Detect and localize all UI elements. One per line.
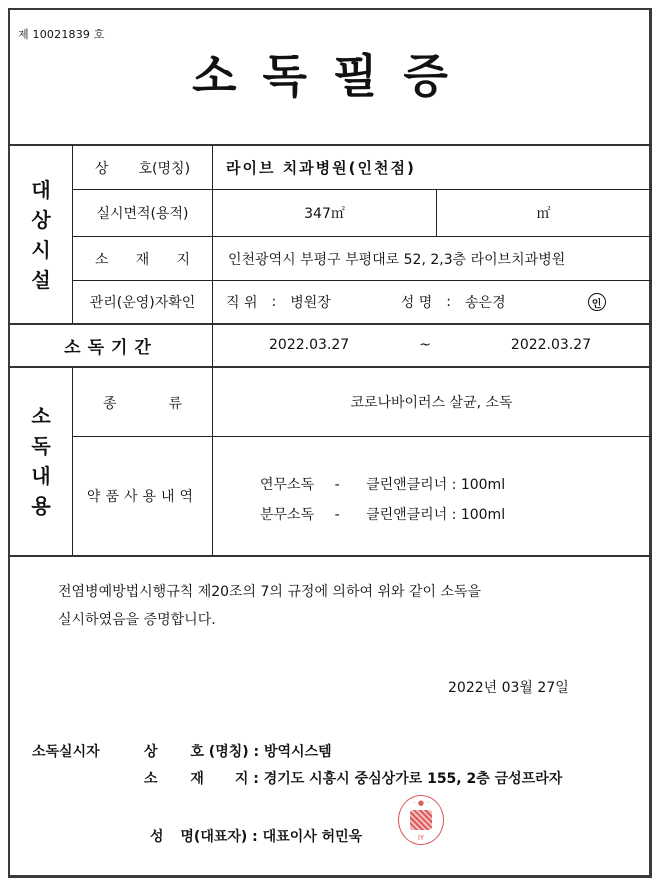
label-part: 성 xyxy=(150,829,164,845)
label-char: 재 xyxy=(135,251,150,268)
volume-value: ㎡ xyxy=(536,206,551,222)
operator-rep-row xyxy=(150,826,362,846)
period-separator: ~ xyxy=(419,337,431,353)
position-label: 직 위 xyxy=(226,295,258,311)
operator-name-row xyxy=(144,741,332,761)
stamp-text: IY xyxy=(417,834,425,842)
chemical-label: 약품사용내역 xyxy=(86,489,199,505)
manager-label: 관리(운영)자확인 xyxy=(89,295,196,311)
statement-line: 전염병예방법시행규칙 제20조의 7의 규정에 의하여 위와 같이 소독을 xyxy=(58,584,482,600)
label-char: 소 xyxy=(31,404,51,428)
page-title: 소독필증 xyxy=(192,49,474,103)
position-value: 병원장 xyxy=(290,295,331,311)
statement-line: 실시하였음을 증명합니다. xyxy=(58,612,216,628)
label-char: 소 xyxy=(95,251,109,268)
operator-address-value: 경기도 시흥시 중심상가로 155, 2층 금성프라자 xyxy=(263,771,563,787)
colon: : xyxy=(271,294,277,310)
period-label: 소독기간 xyxy=(64,337,158,358)
label-char: 상 xyxy=(31,207,51,232)
business-name-value: 라이브 치과병원(인천점) xyxy=(226,159,416,177)
label-part: 상 xyxy=(144,744,158,760)
label-char: 시 xyxy=(31,237,51,262)
label-part: 소 xyxy=(144,771,158,787)
operator-rep-value: 대표이사 허민욱 xyxy=(262,829,363,845)
operator-address-row xyxy=(144,768,562,788)
statement xyxy=(58,578,481,634)
label-char: 류 xyxy=(168,396,182,412)
method: 연무소독 xyxy=(260,477,315,493)
seal-icon: 인 xyxy=(588,293,606,311)
chemical-list xyxy=(260,470,505,530)
label-part: 재 xyxy=(190,771,204,787)
chemical-item xyxy=(260,470,505,500)
stamp-text: · ● · xyxy=(413,799,429,807)
operator-label: 소독실시자 xyxy=(32,744,100,760)
label-part: 명(대표자) : xyxy=(180,829,258,845)
type-label xyxy=(73,367,212,436)
label-char: 내 xyxy=(31,464,51,488)
divider xyxy=(8,555,652,557)
period-end: 2022.03.27 xyxy=(510,337,592,353)
label-char: 용 xyxy=(31,494,51,518)
label-part: 지 : xyxy=(234,771,259,787)
product: 클린앤클리너 : 100ml xyxy=(366,507,506,523)
label-char: 설 xyxy=(31,267,51,292)
dash: - xyxy=(334,477,340,493)
label-char: 종 xyxy=(103,396,117,412)
issue-date: 2022년 03월 27일 xyxy=(448,680,569,696)
label-part: 상 xyxy=(95,160,109,177)
name-value: 송은경 xyxy=(465,295,506,311)
label-char: 대 xyxy=(31,177,51,202)
period-start: 2022.03.27 xyxy=(269,337,350,353)
label-char: 지 xyxy=(176,251,190,268)
stamp-center xyxy=(410,810,432,830)
type-value: 코로나바이러스 살균, 소독 xyxy=(350,394,513,411)
colon: : xyxy=(446,294,452,310)
label-char: 독 xyxy=(31,434,51,458)
product: 클린앤클리너 : 100ml xyxy=(366,477,506,493)
period-row xyxy=(213,324,650,366)
label-part: 호(명칭) xyxy=(138,160,191,177)
chemical-item xyxy=(260,500,505,530)
label-part: 호 (명칭) : xyxy=(190,744,260,760)
operator-name-value: 방역시스템 xyxy=(264,744,332,760)
location-label xyxy=(73,237,212,280)
location-value: 인천광역시 부평구 부평대로 52, 2,3층 라이브치과병원 xyxy=(228,251,566,268)
certificate-number: 제 10021839 호 xyxy=(18,28,105,41)
area-value: 347㎡ xyxy=(304,206,345,222)
business-name-label xyxy=(73,146,212,189)
method: 분무소독 xyxy=(260,507,315,523)
name-label: 성 명 xyxy=(400,295,433,311)
dash: - xyxy=(334,507,340,523)
facility-section-label xyxy=(10,146,72,323)
area-label: 실시면적(용적) xyxy=(96,206,189,222)
content-section-label xyxy=(10,367,72,555)
manager-row xyxy=(224,281,644,323)
company-seal-stamp xyxy=(398,795,444,845)
